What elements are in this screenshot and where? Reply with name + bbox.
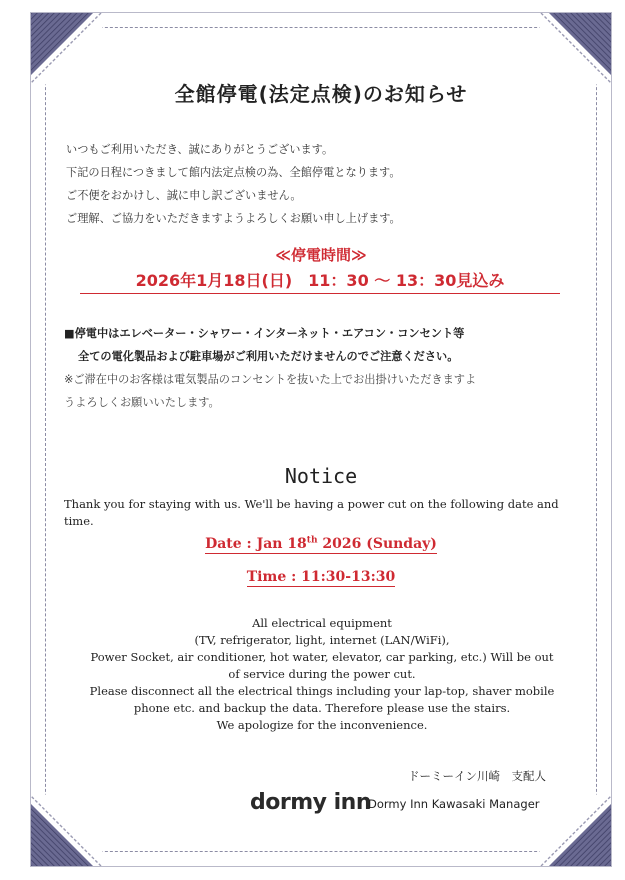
intro-line: いつもご利用いただき、誠にありがとうございます。 [66, 143, 334, 156]
body-line: Power Socket, air conditioner, hot water, elevator, car parking, etc.) Will be out [90, 650, 554, 664]
jp-note: うよろしくお願いいたします。 [64, 396, 220, 409]
notice-title: Notice [284, 464, 358, 488]
body-line: (TV, refrigerator, light, internet (LAN/WiFi), [194, 633, 450, 647]
notice-time-text: Time : 11:30-13:30 [246, 569, 396, 585]
body-line: of service during the power cut. [228, 667, 416, 681]
jp-note: ※ご滞在中のお客様は電気製品のコンセントを抜いた上でお出掛けいただきますよ [64, 373, 477, 386]
brand-logo: dormy inn [250, 790, 372, 815]
corner-ornament-icon [31, 788, 109, 866]
date-prefix: Date : Jan 18 [205, 535, 307, 552]
notice-date-text [205, 536, 437, 554]
notice-date [30, 535, 612, 552]
corner-ornament-icon [533, 788, 611, 866]
notice-intro: Thank you for staying with us. We'll be having a power cut on the following date and time. [64, 497, 559, 528]
notice-time [30, 569, 612, 585]
body-line: phone etc. and backup the data. Therefore please use the stairs. [133, 701, 511, 715]
signature-en: Dormy Inn Kawasaki Manager [368, 797, 540, 811]
date-suffix: 2026 (Sunday) [317, 535, 437, 552]
signature-jp: ドーミーイン川崎 支配人 [408, 769, 546, 783]
jp-notes [64, 322, 584, 414]
notice-body [62, 615, 582, 734]
date-sup: th [306, 535, 318, 545]
intro-line: ご不便をおかけし、誠に申し訳ございません。 [66, 189, 302, 202]
jp-note-bold: ■停電中はエレベーター・シャワー・インターネット・エアコン・コンセント等 [64, 327, 465, 340]
page-title: 全館停電(法定点検)のお知らせ [174, 82, 468, 106]
outage-heading: ≪停電時間≫ [275, 246, 367, 264]
body-line: All electrical equipment [252, 616, 392, 630]
body-line: Please disconnect all the electrical things including your lap-top, shaver mobile [89, 684, 555, 698]
intro-line: ご理解、ご協力をいただきますようよろしくお願い申し上げます。 [66, 212, 401, 225]
intro-text [66, 138, 586, 230]
body-line: We apologize for the inconvenience. [216, 718, 428, 732]
jp-note-bold: 全ての電化製品および駐車場がご利用いただけませんのでご注意ください。 [78, 350, 459, 363]
outage-time: 2026年1月18日(日) 11：30 ～ 13：30見込み [80, 268, 560, 294]
intro-line: 下記の日程につきまして館内法定点検の為、全館停電となります。 [66, 166, 401, 179]
